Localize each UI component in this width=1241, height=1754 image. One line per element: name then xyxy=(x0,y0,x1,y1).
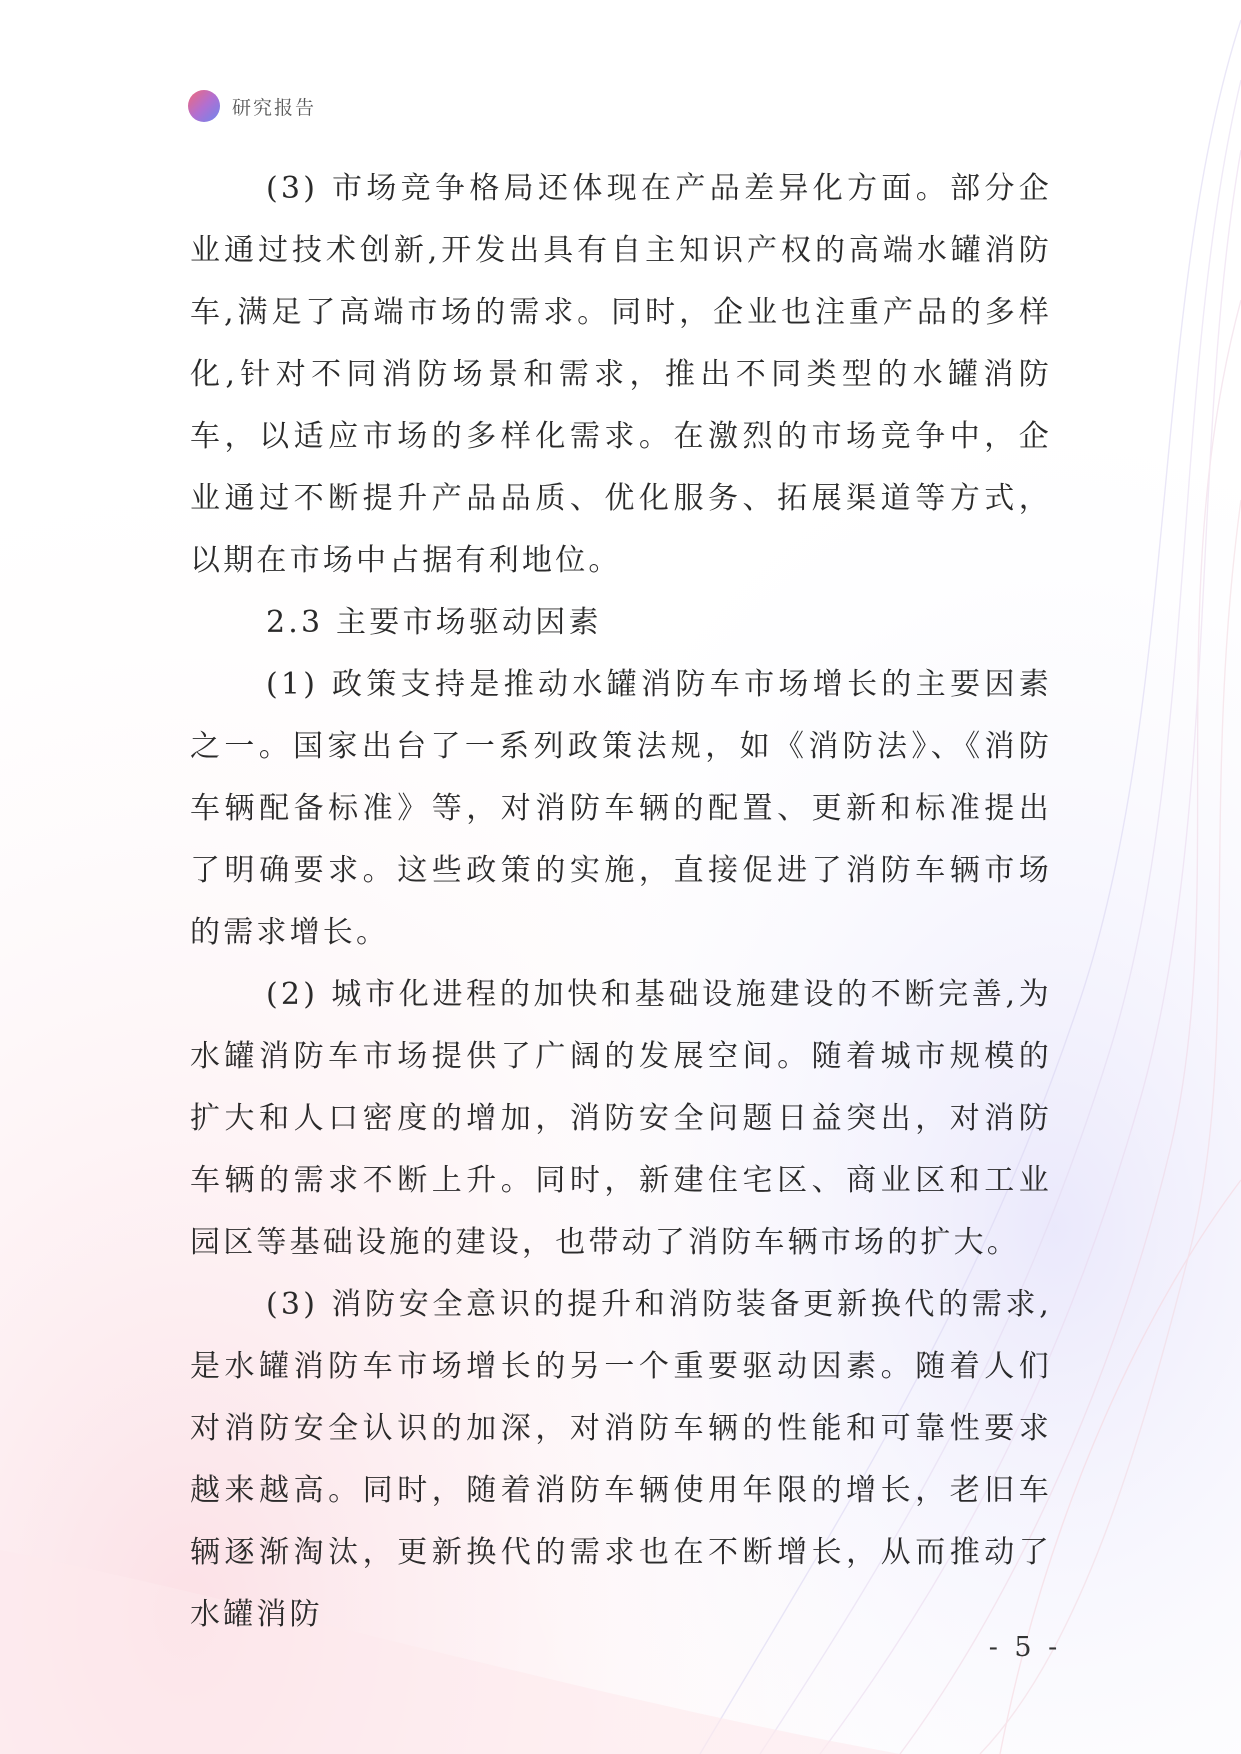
document-body xyxy=(190,158,1052,1646)
paragraph-safety-awareness: (3) 消防安全意识的提升和消防装备更新换代的需求,是水罐消防车市场增长的另一个重要驱动因素。随着人们对消防安全认识的加深，对消防车辆的性能和可靠性要求越来越高。同时，随着消防车辆使用年限的增长，老旧车辆逐渐淘汰，更新换代的需求也在不断增长，从而推动了水罐消防 xyxy=(190,1287,1052,1632)
paragraph-urbanization: (2) 城市化进程的加快和基础设施建设的不断完善,为水罐消防车市场提供了广阔的发展空间。随着城市规模的扩大和人口密度的增加，消防安全问题日益突出，对消防车辆的需求不断上升。同时，新建住宅区、商业区和工业园区等基础设施的建设，也带动了消防车辆市场的扩大。 xyxy=(190,977,1052,1260)
page-header xyxy=(188,89,316,123)
logo-circle-icon xyxy=(188,90,220,122)
header-title: 研究报告 xyxy=(232,96,317,119)
paragraph-policy-support: (1) 政策支持是推动水罐消防车市场增长的主要因素之一。国家出台了一系列政策法规，如《消防法》、《消防车辆配备标准》等，对消防车辆的配置、更新和标准提出了明确要求。这些政策的实施，直接促进了消防车辆市场的需求增长。 xyxy=(190,667,1052,950)
paragraph-market-differentiation: (3) 市场竞争格局还体现在产品差异化方面。部分企业通过技术创新,开发出具有自主知识产权的高端水罐消防车,满足了高端市场的需求。同时，企业也注重产品的多样化,针对不同消防场景和需求，推出不同类型的水罐消防车，以适应市场的多样化需求。在激烈的市场竞争中，企业通过不断提升产品品质、优化服务、拓展渠道等方式，以期在市场中占据有利地位。 xyxy=(190,171,1052,578)
section-heading: 2.3 主要市场驱动因素 xyxy=(266,605,602,640)
page-number: - 5 - xyxy=(988,1632,1062,1663)
